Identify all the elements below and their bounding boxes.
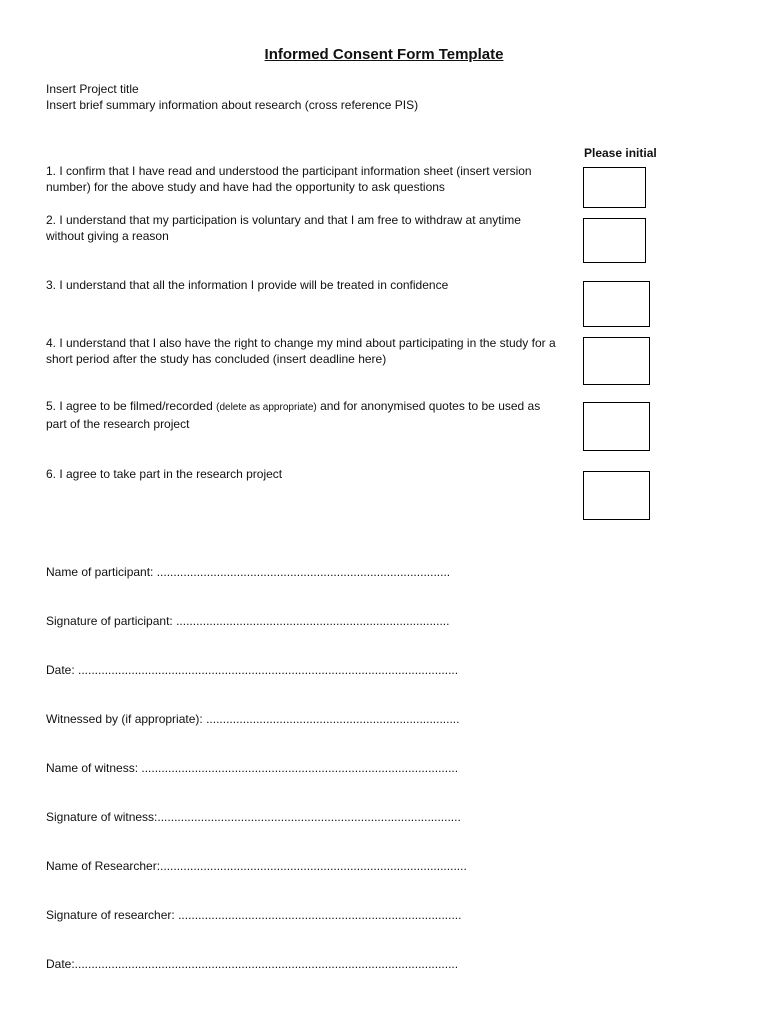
researcher-signature-line[interactable]: Signature of researcher: ..................................................................................... xyxy=(46,908,462,922)
page-title: Informed Consent Form Template xyxy=(264,46,504,63)
consent-statement-5-end: and for anonymised quotes to be used as part of the research project xyxy=(46,399,541,431)
participant-name-line[interactable]: Name of participant: ........................................................................................ xyxy=(46,565,451,579)
initial-box-2[interactable] xyxy=(583,218,646,263)
witness-name-line[interactable]: Name of witness: ............................................................................................... xyxy=(46,761,459,775)
consent-statement-5-note: (delete as appropriate) xyxy=(216,402,317,413)
project-title-prompt: Insert Project title xyxy=(46,82,139,96)
participant-date-line[interactable]: Date: .................................................................................................................. xyxy=(46,663,459,677)
initial-column-header: Please initial xyxy=(584,146,657,160)
consent-statement-4: 4. I understand that I also have the right to change my mind about participating in the study for a short period after the study has concluded (insert deadline here) xyxy=(46,336,556,366)
initial-box-6[interactable] xyxy=(583,471,650,520)
initial-box-4[interactable] xyxy=(583,337,650,385)
witnessed-by-line[interactable]: Witnessed by (if appropriate): ............................................................................ xyxy=(46,712,460,726)
consent-statement-1: 1. I confirm that I have read and understood the participant information sheet (insert version number) for the above study and have had the opportunity to ask questions xyxy=(46,164,532,194)
consent-statement-6: 6. I agree to take part in the research project xyxy=(46,467,283,481)
consent-statement-5-start: 5. I agree to be filmed/recorded xyxy=(46,399,217,413)
summary-prompt: Insert brief summary information about research (cross reference PIS) xyxy=(46,98,419,112)
witness-signature-line[interactable]: Signature of witness:........................................................................................... xyxy=(46,810,461,824)
researcher-date-line[interactable]: Date:................................................................................................................... xyxy=(46,957,459,971)
consent-statement-2: 2. I understand that my participation is voluntary and that I am free to withdraw at anytime without giving a reason xyxy=(46,213,521,243)
participant-signature-line[interactable]: Signature of participant: .................................................................................. xyxy=(46,614,450,628)
researcher-name-line[interactable]: Name of Researcher:............................................................................................ xyxy=(46,859,467,873)
consent-statement-3: 3. I understand that all the information I provide will be treated in confidence xyxy=(46,278,449,292)
initial-box-3[interactable] xyxy=(583,281,650,327)
initial-box-5[interactable] xyxy=(583,402,650,451)
consent-statement-5 xyxy=(46,398,556,432)
initial-box-1[interactable] xyxy=(583,167,646,208)
